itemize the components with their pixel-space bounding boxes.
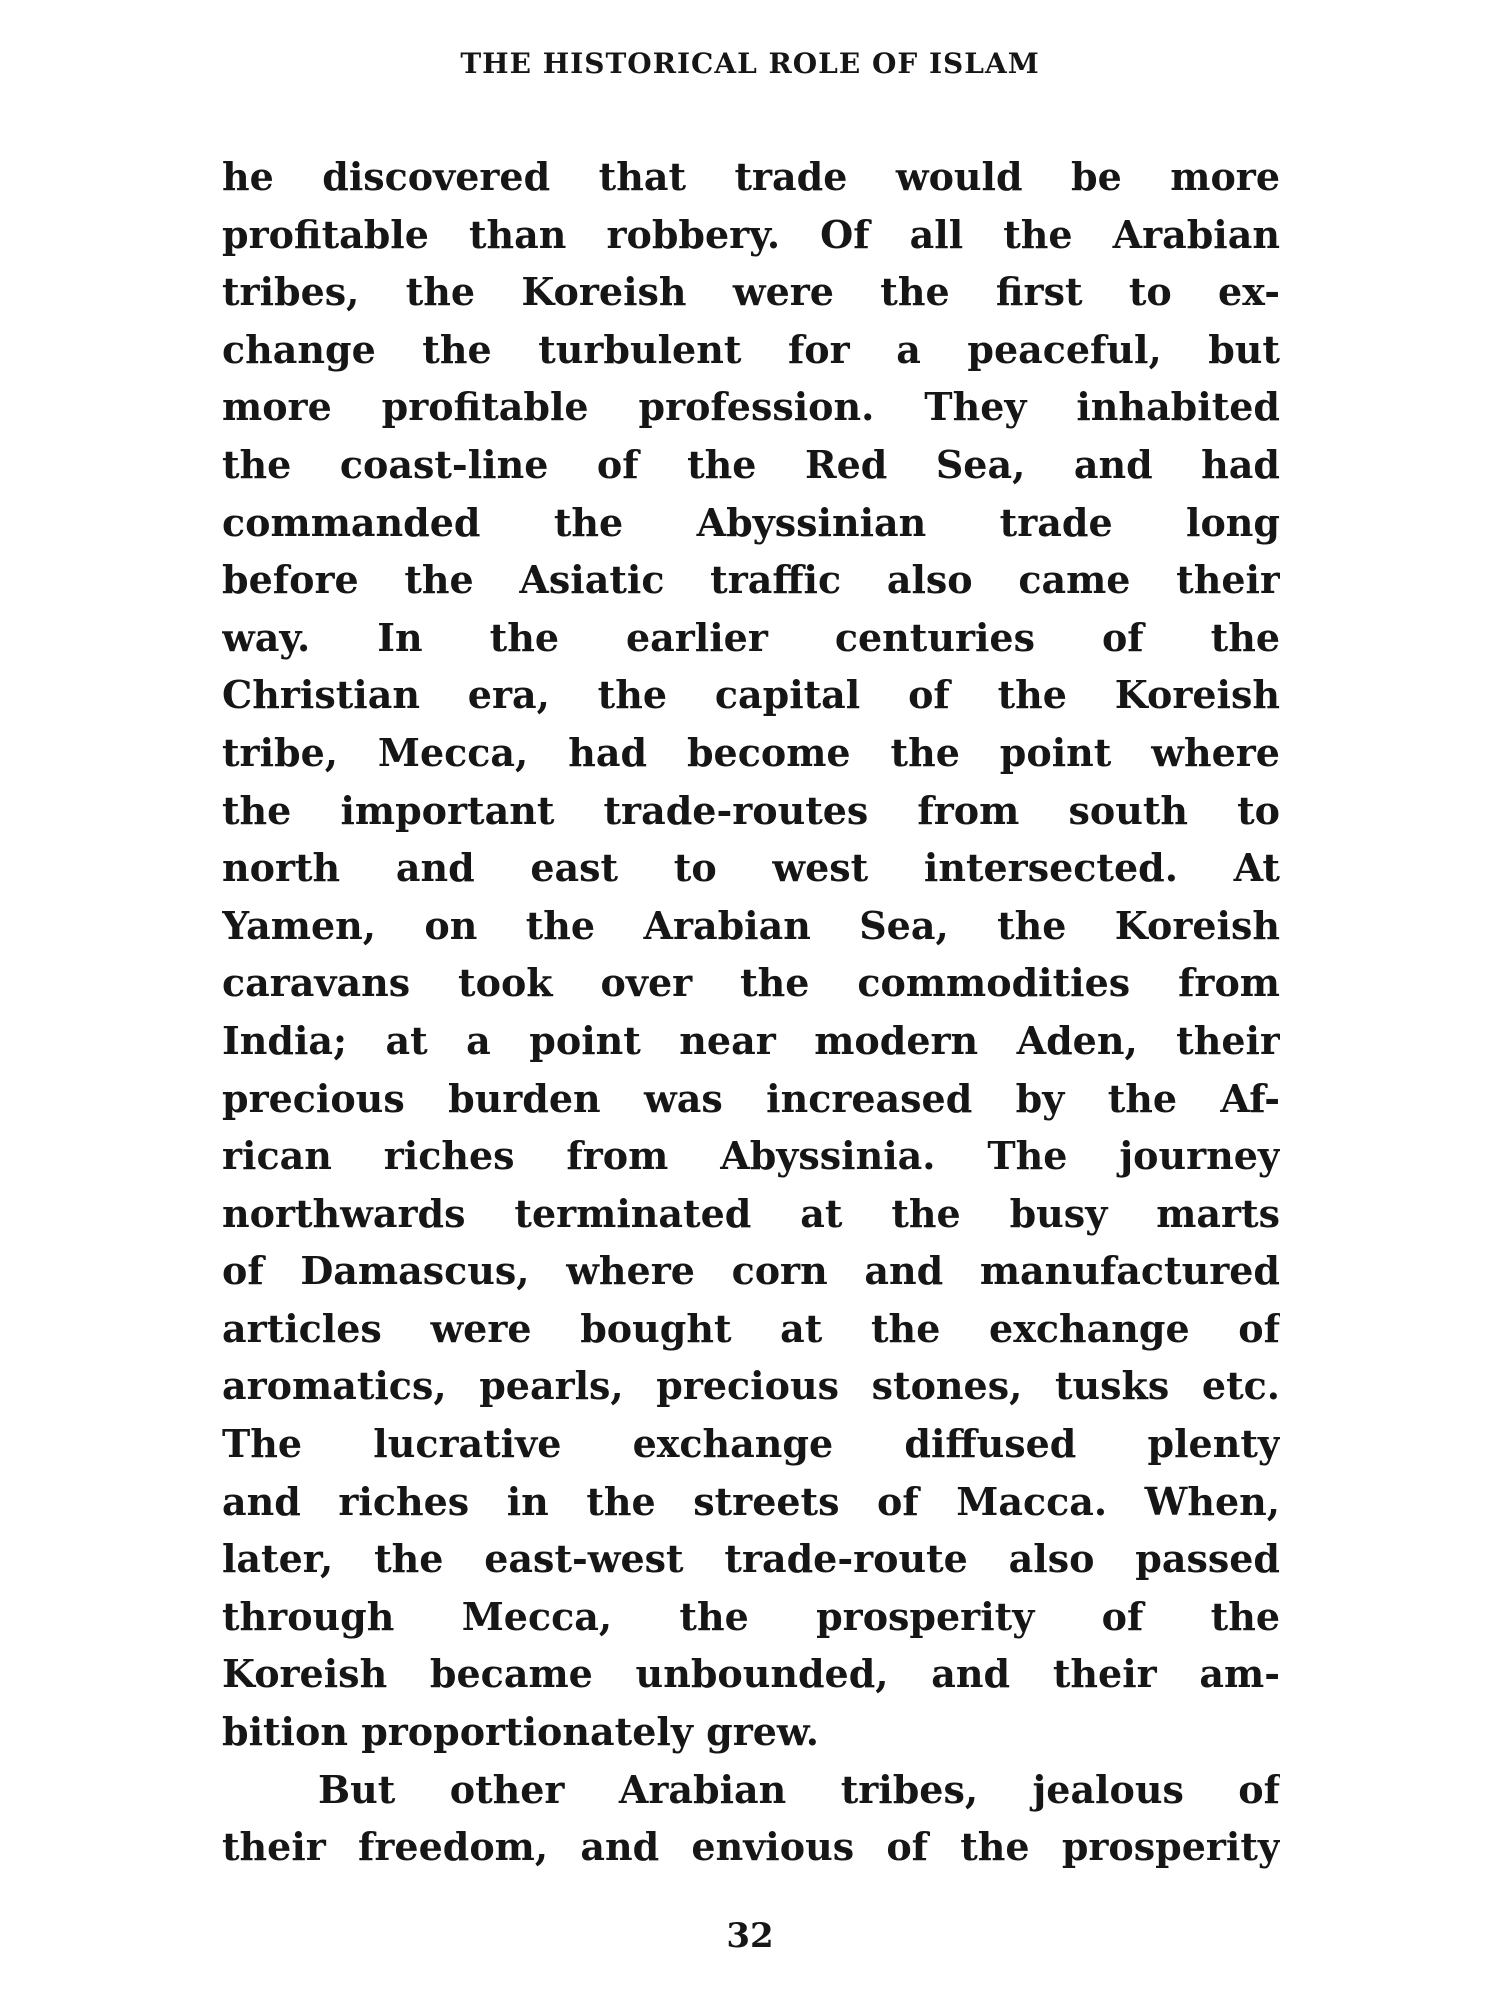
text-line: Yamen, on the Arabian Sea, the Koreish (222, 902, 1280, 948)
running-head: THE HISTORICAL ROLE OF ISLAM (460, 47, 1040, 80)
text-line: more profitable profession. They inhabited (222, 384, 1280, 430)
text-line: northwards terminated at the busy marts (222, 1190, 1280, 1236)
text-line: aromatics, pearls, precious stones, tusks etc. (222, 1363, 1280, 1409)
text-line: before the Asiatic traffic also came their (222, 557, 1280, 603)
paragraph-1 (222, 148, 1280, 1761)
text-line: of Damascus, where corn and manufactured (222, 1248, 1280, 1294)
text-line: he discovered that trade would be more (222, 154, 1280, 199)
text-line: Koreish became unbounded, and their am- (222, 1651, 1280, 1697)
text-line: The lucrative exchange diffused plenty (222, 1421, 1280, 1467)
text-line: the important trade-routes from south to (222, 787, 1280, 833)
text-line: bition proportionately grew. (222, 1709, 820, 1755)
text-line: Christian era, the capital of the Koreish (222, 672, 1280, 718)
body-text (222, 148, 1280, 1876)
text-line: way. In the earlier centuries of the (222, 614, 1280, 660)
text-line: caravans took over the commodities from (222, 960, 1280, 1006)
text-line: later, the east-west trade-route also passed (222, 1536, 1280, 1582)
text-line: India; at a point near modern Aden, their (222, 1017, 1280, 1063)
text-line: the coast-line of the Red Sea, and had (222, 441, 1280, 487)
text-line: profitable than robbery. Of all the Arabian (222, 211, 1280, 257)
text-line: commanded the Abyssinian trade long (222, 499, 1280, 545)
text-line: tribes, the Koreish were the first to ex- (222, 269, 1280, 315)
text-line: articles were bought at the exchange of (222, 1305, 1280, 1351)
text-line: tribe, Mecca, had become the point where (222, 729, 1280, 775)
text-line: through Mecca, the prosperity of the (222, 1593, 1280, 1639)
text-line: But other Arabian tribes, jealous of (318, 1766, 1280, 1812)
paragraph-2 (222, 1761, 1280, 1876)
text-line: change the turbulent for a peaceful, but (222, 326, 1280, 372)
page-number: 32 (726, 1916, 774, 1956)
text-line: precious burden was increased by the Af- (222, 1075, 1280, 1121)
text-line: north and east to west intersected. At (222, 845, 1280, 891)
text-line: rican riches from Abyssinia. The journey (222, 1133, 1280, 1179)
text-line: their freedom, and envious of the prosperity (222, 1824, 1280, 1870)
text-line: and riches in the streets of Macca. When, (222, 1478, 1280, 1524)
